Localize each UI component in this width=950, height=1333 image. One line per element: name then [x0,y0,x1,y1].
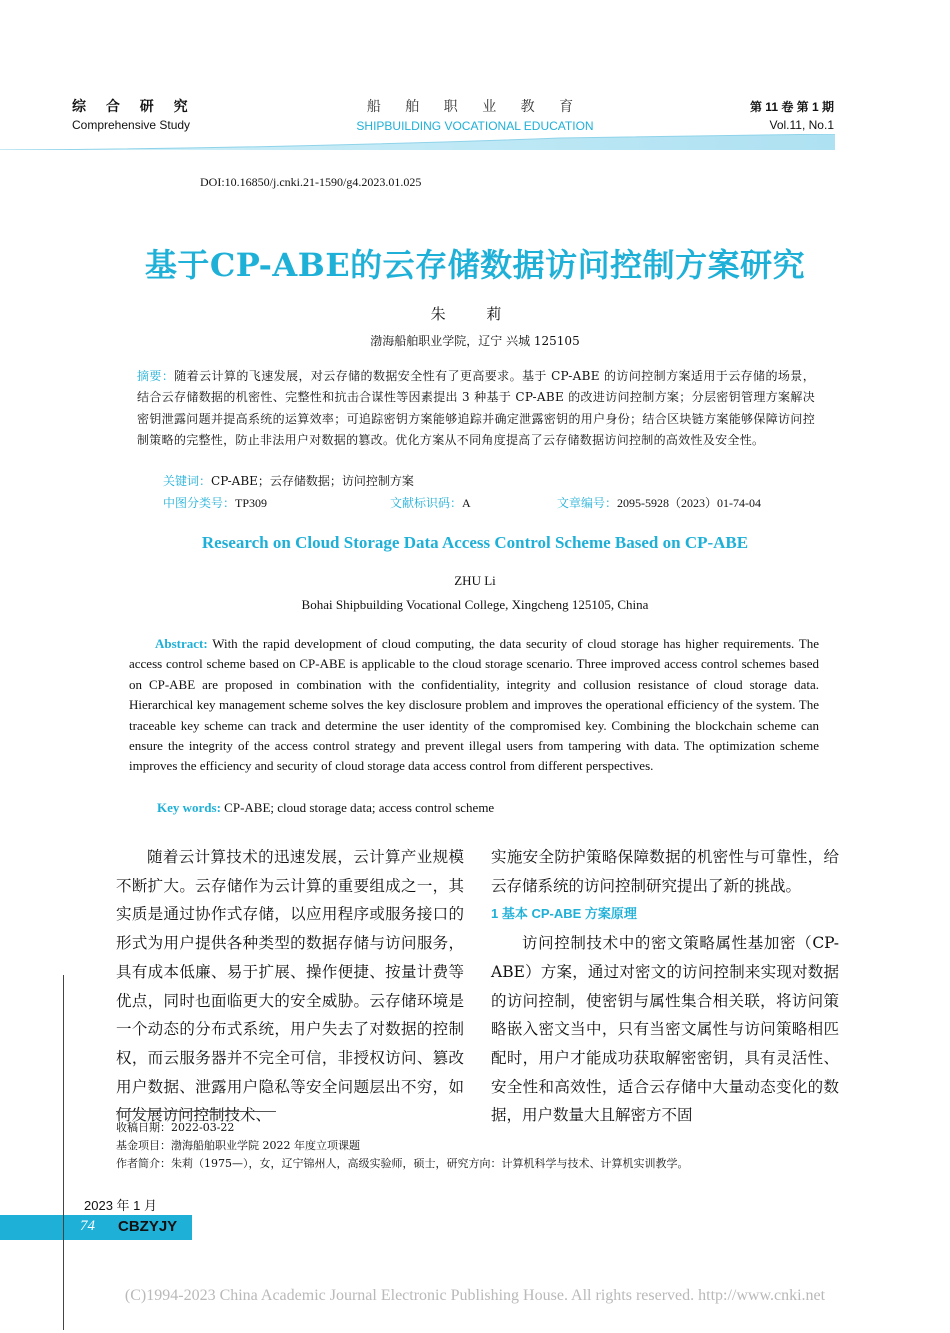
volume-issue-cn: 第 11 卷 第 1 期 [749,100,834,114]
dc-value: A [462,496,471,510]
volume-issue-en: Vol.11, No.1 [769,118,834,132]
author-en: ZHU Li [454,573,496,588]
abstract-cn-text: 随着云计算的飞速发展，对云存储的数据安全性有了更高要求。基于 CP-ABE 的访问控制方案适用于云存储的场景，结合云存储数据的机密性、完整性和抗击合谋性等因素提出 3 种基于 CP-ABE 的改进访问控制方案；分层密钥管理方案解决密钥泄露问题并提高系统的运算效率；可追踪密钥方案能够追踪并确定泄露密钥的用户身份；结合区块链方案能够保障访问控制策略的完整性，防止非法用户对数据的篡改。优化方案从不同角度提高了云存储数据访问控制的高效性及安全性。 [137,369,816,447]
journal-section-en: Comprehensive Study [72,118,191,132]
abstract-en-text: With the rapid development of cloud computing, the data security of cloud storage has higher requirements. The access control scheme based on CP-ABE is applicable to the cloud storage scenario. Three improved access control schemes based on CP-ABE are proposed in combination with the confidentiality, integrity and collusion resistance of cloud storage data. Hierarchical key management scheme solves the key disclosure problem and improves the operational efficiency of the system. The traceable key scheme can track and determine the user identity of the compromised key. Combining the blockchain scheme can ensure the integrity of the access control strategy and prevent illegal users from tampering with data. The optimization scheme improves the efficiency and security of cloud storage data access control from different perspectives. [129,636,820,774]
keywords-cn [163,472,414,489]
document-code [390,494,471,511]
body-column-right [491,843,839,1130]
keywords-cn-label: 关键词： [163,474,212,488]
journal-name-cn: 船 舶 职 业 教 育 [366,99,584,115]
journal-name-en: SHIPBUILDING VOCATIONAL EDUCATION [356,119,594,133]
abstract-cn [137,366,815,451]
article-title-cn: 基于CP-ABE的云存储数据访问控制方案研究 [144,246,806,284]
author-cn: 朱 莉 [430,305,520,323]
journal-code: CBZYJY [118,1218,178,1235]
abstract-en [129,634,819,777]
copyright-watermark: (C)1994-2023 China Academic Journal Electronic Publishing House. All rights reserved. http://www.cnki.net [124,1287,826,1304]
an-value: 2095-5928（2023）01-74-04 [617,496,762,510]
footnote-fund: 基金项目：渤海船舶职业学院 2022 年度立项课题 [116,1139,360,1152]
affiliation-en: Bohai Shipbuilding Vocational College, Xingcheng 125105, China [301,597,649,612]
clc-label: 中图分类号： [163,496,236,510]
abstract-cn-label: 摘要： [137,369,175,383]
article-title-en: Research on Cloud Storage Data Access Control Scheme Based on CP-ABE [201,533,749,552]
clc-number [163,494,267,511]
keywords-cn-text: CP-ABE；云存储数据；访问控制方案 [211,474,414,488]
keywords-en [157,800,494,816]
section-heading: 1 基本 CP-ABE 方案原理 [491,906,637,922]
abstract-en-label: Abstract: [155,636,208,651]
dc-label: 文献标识码： [390,496,463,510]
article-number [557,494,761,511]
body-paragraph: 随着云计算技术的迅速发展，云计算产业规模不断扩大。云存储作为云计算的重要组成之一，其实质是通过协作式存储，以应用程序或服务接口的形式为用户提供各种类型的数据存储与访问服务，具有成本低廉、易于扩展、操作便捷、按量计费等优点，同时也面临更大的安全威胁。云存储环境是一个动态的分布式系统，用户失去了对数据的控制权，而云服务器并不完全可信，非授权访问、篡改用户数据、泄露用户隐私等安全问题层出不穷，如何发展访问控制技术、 [116,848,464,1125]
journal-section-cn: 综 合 研 究 [72,98,196,114]
body-paragraph: 访问控制技术中的密文策略属性基加密（CP-ABE）方案，通过对密文的访问控制来实现对数据的访问控制，使密钥与属性集合相关联，将访问策略嵌入密文当中，只有当密文属性与访问策略相匹配时，用户才能成功获取解密密钥，具有灵活性、安全性和高效性，适合云存储中大量动态变化的数据，用户数量大且解密方不固 [491,934,839,1125]
doi: DOI:10.16850/j.cnki.21-1590/g4.2023.01.025 [200,175,422,189]
margin-line [63,975,64,1330]
body-column-left [116,843,464,1130]
header-band [0,134,835,150]
body-paragraph: 实施安全防护策略保障数据的机密性与可靠性，给云存储系统的访问控制研究提出了新的挑战。 [491,848,839,895]
affiliation-cn: 渤海船舶职业学院，辽宁 兴城 125105 [370,334,580,348]
keywords-en-label: Key words: [157,800,221,815]
footer-date: 2023 年 1 月 [84,1198,157,1213]
footnote-divider [116,1111,276,1112]
page-number: 74 [80,1218,95,1234]
footnote-author: 作者简介：朱莉（1975—），女，辽宁锦州人，高级实验师，硕士，研究方向：计算机科学与技术、计算机实训教学。 [116,1157,689,1170]
footnote-received: 收稿日期：2022-03-22 [116,1121,235,1134]
clc-value: TP309 [235,496,268,510]
keywords-en-text: CP-ABE; cloud storage data; access control scheme [224,800,495,815]
an-label: 文章编号： [557,496,618,510]
